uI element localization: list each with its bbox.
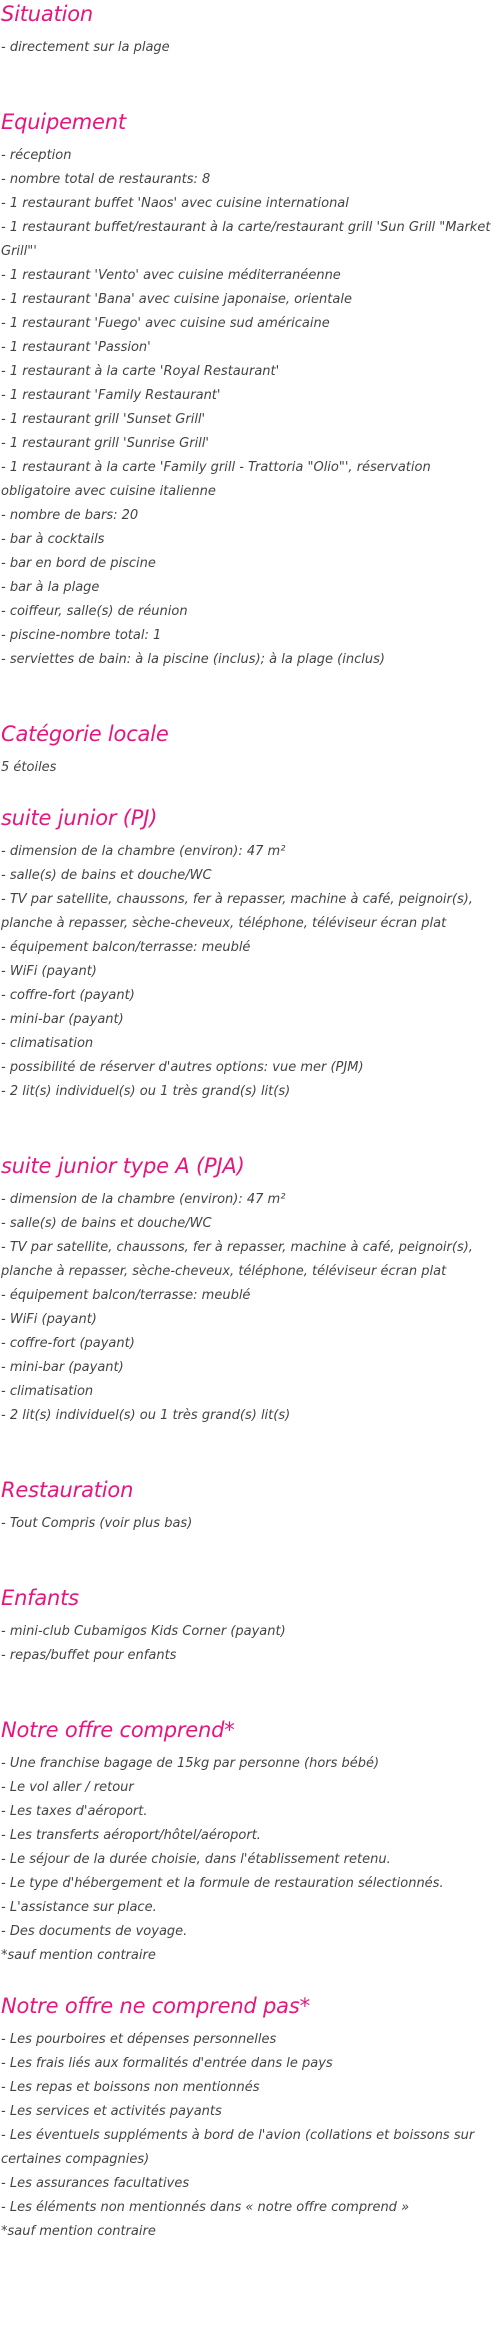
list-item: - bar à la plage [1, 580, 100, 595]
section-offre-comprend [1, 1716, 500, 1968]
section-title: suite junior (PJ) [1, 806, 158, 830]
list-item: - mini-club Cubamigos Kids Corner (payant) [1, 1624, 286, 1639]
section-enfants [1, 1584, 500, 1668]
list-item: - TV par satellite, chaussons, fer à repasser, machine à café, peignoir(s), planche à repasser, sèche-cheveux, téléphone, téléviseur écran plat [1, 892, 473, 931]
list-item: - WiFi (payant) [1, 964, 97, 979]
list-item: - 1 restaurant 'Vento' avec cuisine méditerranéenne [1, 268, 341, 283]
list-item: - équipement balcon/terrasse: meublé [1, 1288, 251, 1303]
list-item: - 1 restaurant à la carte 'Family grill - Trattoria "Olio"', réservation obligatoire avec cuisine italienne [1, 460, 431, 499]
list-item: - Les taxes d'aéroport. [1, 1804, 148, 1819]
item-list [1, 840, 500, 1104]
section-equipement [1, 108, 500, 672]
list-item: - salle(s) de bains et douche/WC [1, 868, 212, 883]
list-item: - Des documents de voyage. [1, 1924, 188, 1939]
list-item: - piscine-nombre total: 1 [1, 628, 162, 643]
list-item: - nombre de bars: 20 [1, 508, 139, 523]
section-restauration [1, 1476, 500, 1536]
footnote: *sauf mention contraire [1, 2224, 156, 2239]
section-offre-ne-comprend-pas [1, 1992, 500, 2244]
list-item: - 1 restaurant à la carte 'Royal Restaurant' [1, 364, 280, 379]
list-item: - TV par satellite, chaussons, fer à repasser, machine à café, peignoir(s), planche à repasser, sèche-cheveux, téléphone, téléviseur écran plat [1, 1240, 473, 1279]
item-list [1, 36, 500, 60]
list-item: - directement sur la plage [1, 40, 170, 55]
section-suite-junior-pj [1, 804, 500, 1104]
item-list [1, 756, 500, 780]
list-item: - Le vol aller / retour [1, 1780, 134, 1795]
list-item: - bar à cocktails [1, 532, 105, 547]
item-list [1, 1752, 500, 1944]
list-item: - 1 restaurant 'Family Restaurant' [1, 388, 221, 403]
list-item: - coffre-fort (payant) [1, 988, 135, 1003]
item-list [1, 1512, 500, 1536]
list-item: - Le séjour de la durée choisie, dans l'établissement retenu. [1, 1852, 391, 1867]
footnote: *sauf mention contraire [1, 1948, 156, 1963]
item-list [1, 1620, 500, 1668]
item-list [1, 1188, 500, 1428]
item-list [1, 2028, 500, 2220]
list-item: - nombre total de restaurants: 8 [1, 172, 211, 187]
list-item: - Les éléments non mentionnés dans « notre offre comprend » [1, 2200, 410, 2215]
list-item: - Les frais liés aux formalités d'entrée dans le pays [1, 2056, 333, 2071]
section-title: Equipement [1, 110, 126, 134]
list-item: - équipement balcon/terrasse: meublé [1, 940, 251, 955]
section-title: suite junior type A (PJA) [1, 1154, 245, 1178]
list-item: - climatisation [1, 1036, 94, 1051]
list-item: - 1 restaurant buffet 'Naos' avec cuisine international [1, 196, 349, 211]
section-title: Situation [1, 2, 94, 26]
list-item: - climatisation [1, 1384, 94, 1399]
section-title: Catégorie locale [1, 722, 169, 746]
list-item: - Une franchise bagage de 15kg par personne (hors bébé) [1, 1756, 380, 1771]
list-item: - Les services et activités payants [1, 2104, 222, 2119]
item-list [1, 144, 500, 672]
list-item: - bar en bord de piscine [1, 556, 156, 571]
list-item: - L'assistance sur place. [1, 1900, 157, 1915]
section-title: Notre offre ne comprend pas* [1, 1994, 310, 2018]
list-item: - WiFi (payant) [1, 1312, 97, 1327]
list-item: - Le type d'hébergement et la formule de restauration sélectionnés. [1, 1876, 444, 1891]
list-item: - 1 restaurant 'Fuego' avec cuisine sud américaine [1, 316, 330, 331]
list-item: 5 étoiles [1, 760, 57, 775]
list-item: - dimension de la chambre (environ): 47 m² [1, 844, 286, 859]
list-item: - Les transferts aéroport/hôtel/aéroport. [1, 1828, 261, 1843]
list-item: - 2 lit(s) individuel(s) ou 1 très grand(s) lit(s) [1, 1408, 291, 1423]
section-suite-junior-pja [1, 1152, 500, 1428]
list-item: - mini-bar (payant) [1, 1360, 124, 1375]
list-item: - 2 lit(s) individuel(s) ou 1 très grand(s) lit(s) [1, 1084, 291, 1099]
list-item: - coffre-fort (payant) [1, 1336, 135, 1351]
list-item: - 1 restaurant buffet/restaurant à la carte/restaurant grill 'Sun Grill "Market Grill"' [1, 220, 491, 259]
section-title: Enfants [1, 1586, 79, 1610]
list-item: - réception [1, 148, 72, 163]
list-item: - 1 restaurant 'Bana' avec cuisine japonaise, orientale [1, 292, 352, 307]
list-item: - serviettes de bain: à la piscine (inclus); à la plage (inclus) [1, 652, 385, 667]
list-item: - repas/buffet pour enfants [1, 1648, 177, 1663]
section-title: Notre offre comprend* [1, 1718, 235, 1742]
list-item: - Les pourboires et dépenses personnelles [1, 2032, 277, 2047]
list-item: - salle(s) de bains et douche/WC [1, 1216, 212, 1231]
list-item: - coiffeur, salle(s) de réunion [1, 604, 188, 619]
section-categorie-locale [1, 720, 500, 780]
list-item: - 1 restaurant grill 'Sunrise Grill' [1, 436, 209, 451]
list-item: - 1 restaurant 'Passion' [1, 340, 151, 355]
section-situation [1, 0, 500, 60]
list-item: - possibilité de réserver d'autres options: vue mer (PJM) [1, 1060, 364, 1075]
list-item: - Les assurances facultatives [1, 2176, 190, 2191]
list-item: - Les repas et boissons non mentionnés [1, 2080, 260, 2095]
list-item: - dimension de la chambre (environ): 47 m² [1, 1192, 286, 1207]
list-item: - Tout Compris (voir plus bas) [1, 1516, 193, 1531]
list-item: - mini-bar (payant) [1, 1012, 124, 1027]
list-item: - Les éventuels suppléments à bord de l'avion (collations et boissons sur certaines compagnies) [1, 2128, 475, 2167]
list-item: - 1 restaurant grill 'Sunset Grill' [1, 412, 206, 427]
section-title: Restauration [1, 1478, 134, 1502]
